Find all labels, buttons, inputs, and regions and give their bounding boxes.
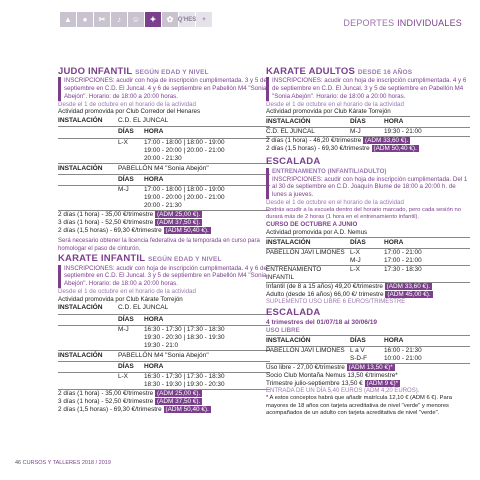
ki-venue2-schedule <box>58 372 270 389</box>
esc-title: ESCALADA <box>266 156 321 168</box>
esc-intro: INSCRIPCIONES: acudir con hoja de inscripción cumplimentada. Del 1 al 30 de septiembre en C.D. Joaquín Blume de 18:00 a 20:00 h. de lunes a jueves. <box>272 175 468 199</box>
judo-price2-text: 3 días (1 hora) - 52,50 €/trimestre <box>58 219 154 227</box>
esc-price2 <box>266 291 470 299</box>
judo-head1 <box>58 126 270 137</box>
judo-intro: INSCRIPCIONES: acudir con hoja de inscripción cumplimentada. 3 y 5 de septiembre en C.D. El Juncal. 4 y 6 de septiembre en Pabellón M4 "Sonia Abejón". Horario: de 18:00 a 20:00 horas. <box>58 77 270 100</box>
karate-inf-title <box>58 254 270 264</box>
judo-price2 <box>58 219 270 227</box>
karate-inf-title-text: KARATE INFANTIL <box>58 253 146 265</box>
judo-v1-h2: 20:00 - 21:30 <box>144 154 182 162</box>
escl-v1-days1: L a V <box>350 346 365 354</box>
escalada-libre-section <box>266 308 470 417</box>
footer-label: CURSOS Y TALLERES 2018 / 2019 <box>22 460 111 466</box>
judo-head2 <box>58 174 270 185</box>
section-prefix: DEPORTES <box>343 18 395 28</box>
th-hours-2: HORA <box>144 175 164 183</box>
ka-price1 <box>266 136 470 145</box>
escl-price2: Socio Club Montaña Nemus 13,50 €/trimestre* <box>266 371 398 379</box>
escl-price1-text: Uso libre - 27,00 €/trimestre <box>266 363 345 371</box>
escalada-entrenamiento-section <box>266 157 470 306</box>
sport-icon-3: ✂ <box>94 12 110 27</box>
esc-block <box>266 168 470 199</box>
judo-price2-tag: (ADM 37,50 €). <box>156 219 201 227</box>
esc-v1-days2: M-J <box>350 256 361 264</box>
escl-th-hours: HORA <box>384 336 404 344</box>
karate-inf-intro: INSCRIPCIONES: acudir con hoja de inscripción cumplimentada. 4 y 6 de septiembre en C.D. El Juncal. 3 y 5 de septiembre en Pabellón M4 "Sonia Abejón". Horario: de 18:00 a 20:00 horas. <box>58 265 270 288</box>
judo-venue2-schedule <box>58 185 270 210</box>
esc-venue2-days: L-X <box>350 265 360 273</box>
karate-ad-period: Desde el 1 de octubre en el horario de la actividad <box>266 100 404 108</box>
ki-th-days: DÍAS <box>118 315 134 323</box>
sport-icon-4: ♪ <box>111 12 127 27</box>
ka-price2 <box>266 145 470 153</box>
ki-th-install: INSTALACIÓN <box>58 304 103 312</box>
judo-venue2: PABELLÓN M4 "Sonia Abejón" <box>118 164 209 172</box>
ki-price2 <box>58 398 270 406</box>
esc-venue1 <box>266 248 470 265</box>
judo-note: Será necesario obtener la licencia federativa de la temporada en curso para homologar el paso de cinturón. <box>58 238 260 252</box>
judo-price3 <box>58 227 270 235</box>
esc-course: CURSO DE OCTUBRE A JUNIO <box>266 221 358 229</box>
right-column <box>266 66 470 417</box>
judo-v1-days: L-X <box>118 138 128 146</box>
judo-title <box>58 67 270 77</box>
judo-v2-days: M-J <box>118 186 129 194</box>
ki-th-days-2: DÍAS <box>118 363 134 371</box>
karate-infantil-section <box>58 254 270 414</box>
ki-venue1-schedule <box>58 325 270 350</box>
esc-venue1-name: PABELLÓN JAVI LIMONES <box>266 248 345 256</box>
escl-note: * A estos conceptos habrá que añadir matrícula 12,10 € (ADM 6 €). Para mayores de 18 años con tarjeta acreditativa de nivel "verde" y menores acompañados de un adulto con tarjeta acreditativa de nivel "verde". <box>266 395 452 416</box>
badge-qhes: Q'HES <box>179 12 195 27</box>
page-number: 46 <box>15 460 22 466</box>
judo-venue1-schedule <box>58 138 270 163</box>
judo-price3-tag: (ADM 50,40 €). <box>165 227 209 235</box>
esc-venue2-hours: 17:30 - 18:30 <box>384 265 422 273</box>
ki-price1 <box>58 389 270 398</box>
ki-price1-text: 2 días (1 hora) - 35,00 €/trimestre <box>58 390 154 398</box>
section-title <box>343 18 462 28</box>
ki-th-hours: HORA <box>144 315 164 323</box>
esc-price1-text: Infantil (de 8 a 15 años) 49,20 €/trimestre <box>266 282 383 290</box>
ka-venue1-hours: 19:30 - 21:00 <box>384 128 422 136</box>
escl-venue1-name: PABELLÓN JAVI LIMONES <box>266 346 345 354</box>
judo-v2-h1: 19:00 - 20:00 | 20:00 - 21:00 <box>144 194 225 202</box>
judo-price1 <box>58 210 270 219</box>
sport-icon-2: ● <box>77 12 93 27</box>
judo-price1-tag: (ADM 25,00 €). <box>156 211 201 219</box>
esc-head <box>266 237 470 248</box>
esc-v1-hours2: 17:00 - 21:00 <box>384 256 422 264</box>
judo-price3-text: 2 días (1,5 horas) - 69,30 €/trimestre <box>58 227 162 235</box>
ka-th-hours: HORA <box>384 118 404 126</box>
judo-v2-h2: 20:00 - 21:30 <box>144 202 182 210</box>
sport-icon-active: ✦ <box>145 12 161 27</box>
karate-ad-organizer: Actividad promovida por Club Kárate Torrejón <box>266 108 391 116</box>
category-icon-bar <box>60 12 212 27</box>
escl-mode: USO LIBRE <box>266 326 300 334</box>
escl-price1 <box>266 363 470 372</box>
th-install: INSTALACIÓN <box>58 117 103 125</box>
th-install-2: INSTALACIÓN <box>58 164 103 172</box>
esc-price1 <box>266 282 470 291</box>
ki-price3-text: 2 días (1,5 horas) - 69,30 €/trimestre <box>58 406 162 414</box>
judo-organizer: Actividad promovida por Club Corredor del Henares <box>58 108 201 116</box>
ka-price1-text: 2 días (1 hora) - 46,20 €/trimestre <box>266 137 362 145</box>
judo-subtitle: SEGÚN EDAD Y NIVEL <box>135 69 209 76</box>
ki-head1 <box>58 314 270 325</box>
ka-price2-tag: (ADM 50,40 €). <box>373 145 417 153</box>
sport-icon-7: ✿ <box>162 12 178 27</box>
esc-th-hours: HORA <box>384 238 404 246</box>
sport-icon-1: ▲ <box>60 12 76 27</box>
esc-v1-days1: L-X <box>350 248 360 256</box>
ki-venue2: PABELLÓN M4 "Sonia Abejón" <box>118 351 209 359</box>
ki-price2-tag: (ADM 37,50 €). <box>156 398 201 406</box>
karate-inf-period: Desde el 1 de octubre en el horario de la actividad <box>58 287 196 295</box>
judo-infantil-section <box>58 67 270 253</box>
escl-price3-text: Trimestre julio-septiembre 13,50 € <box>266 379 363 387</box>
esc-extra: Podrás acudir a la escuela dentro del horario marcado, pero cada sesión no durará más de 2 horas (1 hora en el entrenamiento infantil). <box>266 206 461 220</box>
esc-venue2 <box>266 265 470 282</box>
ka-head <box>266 116 470 127</box>
judo-period: Desde el 1 de octubre en el horario de la actividad <box>58 100 196 108</box>
escl-venue1 <box>266 346 470 363</box>
escl-th-days: DÍAS <box>350 336 366 344</box>
th-days-2: DÍAS <box>118 175 134 183</box>
karate-ad-subtitle: DESDE 16 AÑOS <box>357 69 413 76</box>
escl-entry: ENTRADA DE UN DÍA 5,40 EUROS (ADM 4,20 EUROS). <box>266 387 420 394</box>
esc-subtitle: ENTRENAMIENTO (INFANTIL/ADULTO) <box>272 167 387 175</box>
esc-venue2-name: ENTRENAMIENTO INFANTIL <box>266 265 322 281</box>
ka-venue1-days: M-J <box>350 128 361 136</box>
escl-v1-hours2: 10:00 - 21:00 <box>384 354 422 362</box>
karate-inf-venue1-row <box>58 303 270 313</box>
page-footer <box>15 460 111 466</box>
ki-venue1: C.D. EL JUNCAL <box>118 304 169 312</box>
ki-price2-text: 3 días (1 hora) - 52,50 €/trimestre <box>58 398 154 406</box>
judo-venue1-row <box>58 116 270 126</box>
judo-price1-text: 2 días (1 hora) - 35,00 €/trimestre <box>58 211 154 219</box>
escl-head <box>266 335 470 346</box>
section-name: INDIVIDUALES <box>397 18 462 28</box>
ki-th-install-2: INSTALACIÓN <box>58 351 103 359</box>
judo-v1-h1: 19:00 - 20:00 | 20:00 - 21:00 <box>144 146 225 154</box>
ki-th-hours-2: HORA <box>144 363 164 371</box>
karate-ad-title-text: KARATE ADULTOS <box>266 66 356 77</box>
escl-title: ESCALADA <box>266 307 321 319</box>
sport-icon-5: ☺ <box>128 12 144 27</box>
judo-venue2-row <box>58 163 270 174</box>
karate-inf-subtitle: SEGÚN EDAD Y NIVEL <box>147 256 222 264</box>
esc-supplement: SUPLEMENTO USO LIBRE 6 EUROS/TRIMESTRE <box>266 298 406 305</box>
ka-th-days: DÍAS <box>350 118 366 126</box>
ki-v2-days: L-X <box>118 373 128 381</box>
ka-venue1 <box>266 127 470 136</box>
ki-v2-h1: 18:30 - 19:30 | 19:30 - 20:30 <box>144 381 225 389</box>
ka-th-install: INSTALACIÓN <box>266 118 311 126</box>
esc-price2-text: Adulto (desde 16 años) 66,00 €/ trimestre <box>266 290 384 298</box>
ki-v1-h1: 19:30 - 20:30 | 18:30 - 19:30 <box>144 333 225 341</box>
escl-v1-hours1: 16:00 - 21:30 <box>384 346 422 354</box>
esc-price2-tag: (ADM 45,00 €). <box>387 290 431 298</box>
escl-price3 <box>266 380 470 388</box>
karate-inf-organizer: Actividad promovida por Club Kárate Torrejón <box>58 295 183 303</box>
escl-v1-days2: S-D-F <box>350 354 368 362</box>
th-days: DÍAS <box>118 128 134 136</box>
ki-venue2-row <box>58 350 270 361</box>
escl-price1-tag: (ADM 13,50 €)* <box>348 363 393 371</box>
esc-organizer: Actividad promovida por A.D. Nemus <box>266 228 368 236</box>
esc-th-days: DÍAS <box>350 238 366 246</box>
badge-plus: + <box>196 12 212 27</box>
ki-v1-h0: 16:30 - 17:30 | 17:30 - 18:30 <box>144 325 225 333</box>
ki-price3-tag: (ADM 50,40 €). <box>165 406 209 414</box>
judo-v2-h0: 17:00 - 18:00 | 18:00 - 19:00 <box>144 186 225 194</box>
escl-th-install: INSTALACIÓN <box>266 336 311 344</box>
ka-price2-text: 2 días (1,5 horas) - 69,30 €/trimestre <box>266 145 370 153</box>
th-hours: HORA <box>144 128 164 136</box>
ka-venue1-name: C.D. EL JUNCAL <box>266 128 315 136</box>
escl-dates: 4 trimestres del 01/07/18 al 30/06/19 <box>266 318 378 326</box>
esc-period: Desde el 1 de octubre en el horario de la actividad <box>266 198 404 206</box>
karate-ad-title <box>266 67 470 77</box>
esc-price1-tag: (ADM 33,60 €). <box>386 282 430 290</box>
ki-price1-tag: (ADM 25,00 €). <box>156 390 201 398</box>
judo-v1-h0: 17:00 - 18:00 | 18:00 - 19:00 <box>144 138 225 146</box>
ki-head2 <box>58 361 270 372</box>
left-column <box>58 66 270 414</box>
judo-title-text: JUDO INFANTIL <box>58 66 133 77</box>
ki-v2-h0: 16:30 - 17:30 | 17:30 - 18:30 <box>144 373 225 381</box>
karate-adultos-section <box>266 67 470 153</box>
esc-th-install: INSTALACIÓN <box>266 238 311 246</box>
ki-v1-days: M-J <box>118 325 129 333</box>
ki-price3 <box>58 406 270 414</box>
escl-price3-tag: (ADM 9 €)* <box>366 379 399 387</box>
karate-ad-intro: INSCRIPCIONES: acudir con hoja de inscripción cumplimentada. 4 y 6 de septiembre en C.D. El Juncal. 3 y 5 de septiembre en Pabellón M4 "Sonia Abejón". Horario: de 18:00 a 20:00 horas. <box>266 77 470 100</box>
judo-venue1: C.D. EL JUNCAL <box>118 117 169 125</box>
ki-v1-h2: 19:30 - 21:0 <box>144 341 179 349</box>
ka-price1-tag: (ADM 33,60 €). <box>364 137 409 145</box>
esc-v1-hours1: 17:00 - 21:00 <box>384 248 422 256</box>
